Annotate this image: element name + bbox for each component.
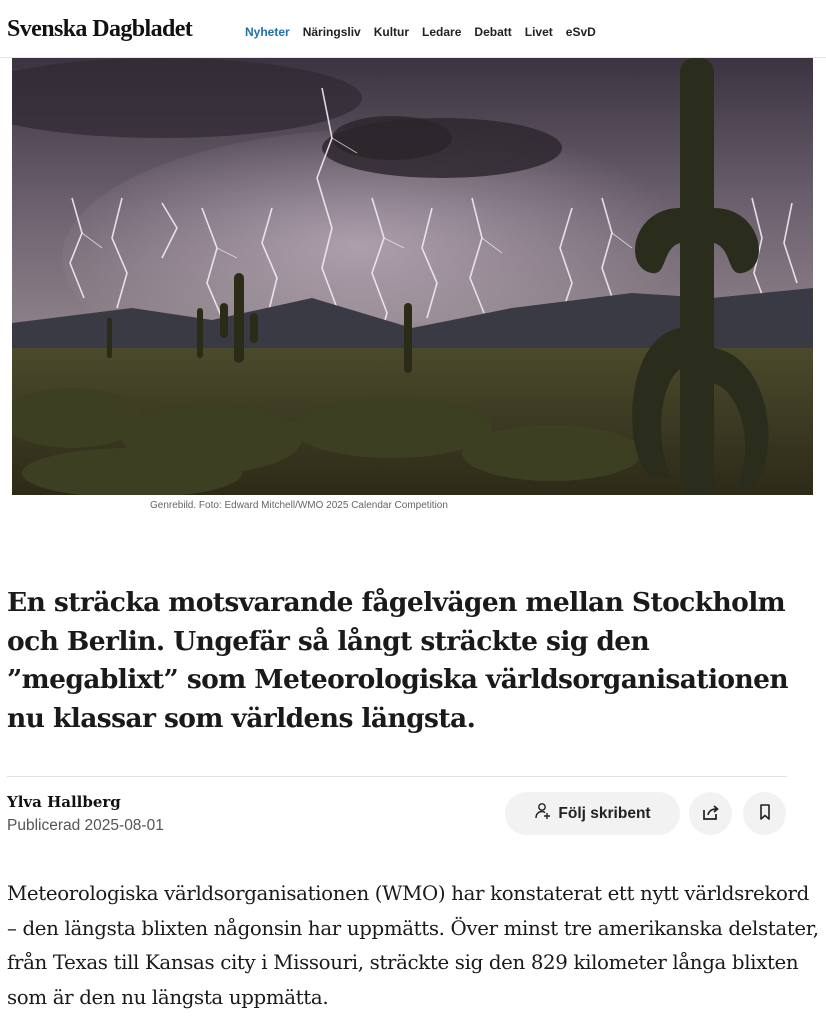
share-button[interactable] bbox=[689, 792, 732, 835]
hero-image bbox=[12, 58, 813, 495]
site-logo[interactable]: Svenska Dagbladet bbox=[7, 16, 193, 42]
article-lead: En sträcka motsvarande fågelvägen mellan Stockholm och Berlin. Ungefär så långt sträckte sig den ”megablixt” som Meteorologiska världsorganisationen nu klassar som världens längsta. bbox=[7, 587, 789, 734]
follow-author-label: Följ skribent bbox=[558, 804, 651, 822]
nav-item-naringsliv[interactable]: Näringsliv bbox=[302, 25, 361, 39]
person-plus-icon bbox=[534, 802, 552, 825]
nav-item-esvd[interactable]: eSvD bbox=[565, 25, 596, 39]
nav-item-kultur[interactable]: Kultur bbox=[373, 25, 410, 39]
bookmark-button[interactable] bbox=[743, 792, 786, 835]
publish-date: Publicerad 2025-08-01 bbox=[7, 817, 164, 834]
author-name[interactable]: Ylva Hallberg bbox=[7, 793, 121, 811]
main-nav bbox=[245, 25, 609, 39]
nav-item-livet[interactable]: Livet bbox=[524, 25, 553, 39]
article-body: Meteorologiska världsorganisationen (WMO) har konstaterat ett nytt världsrekord – den längsta blixten någonsin har uppmätts. Över minst tre amerikanska delstater, från Texas till Kansas city i Missouri, sträckte sig den 829 kilometer långa blixten som är den nu längsta uppmätta. bbox=[7, 882, 819, 1009]
divider bbox=[7, 776, 787, 777]
share-icon bbox=[701, 802, 721, 825]
image-caption: Genrebild. Foto: Edward Mitchell/WMO 2025 Calendar Competition bbox=[150, 500, 448, 511]
nav-item-nyheter[interactable]: Nyheter bbox=[245, 25, 290, 39]
follow-author-button[interactable] bbox=[505, 792, 680, 835]
nav-item-ledare[interactable]: Ledare bbox=[422, 25, 462, 39]
bookmark-icon bbox=[757, 803, 773, 824]
site-header bbox=[0, 0, 826, 58]
nav-item-debatt[interactable]: Debatt bbox=[474, 25, 512, 39]
